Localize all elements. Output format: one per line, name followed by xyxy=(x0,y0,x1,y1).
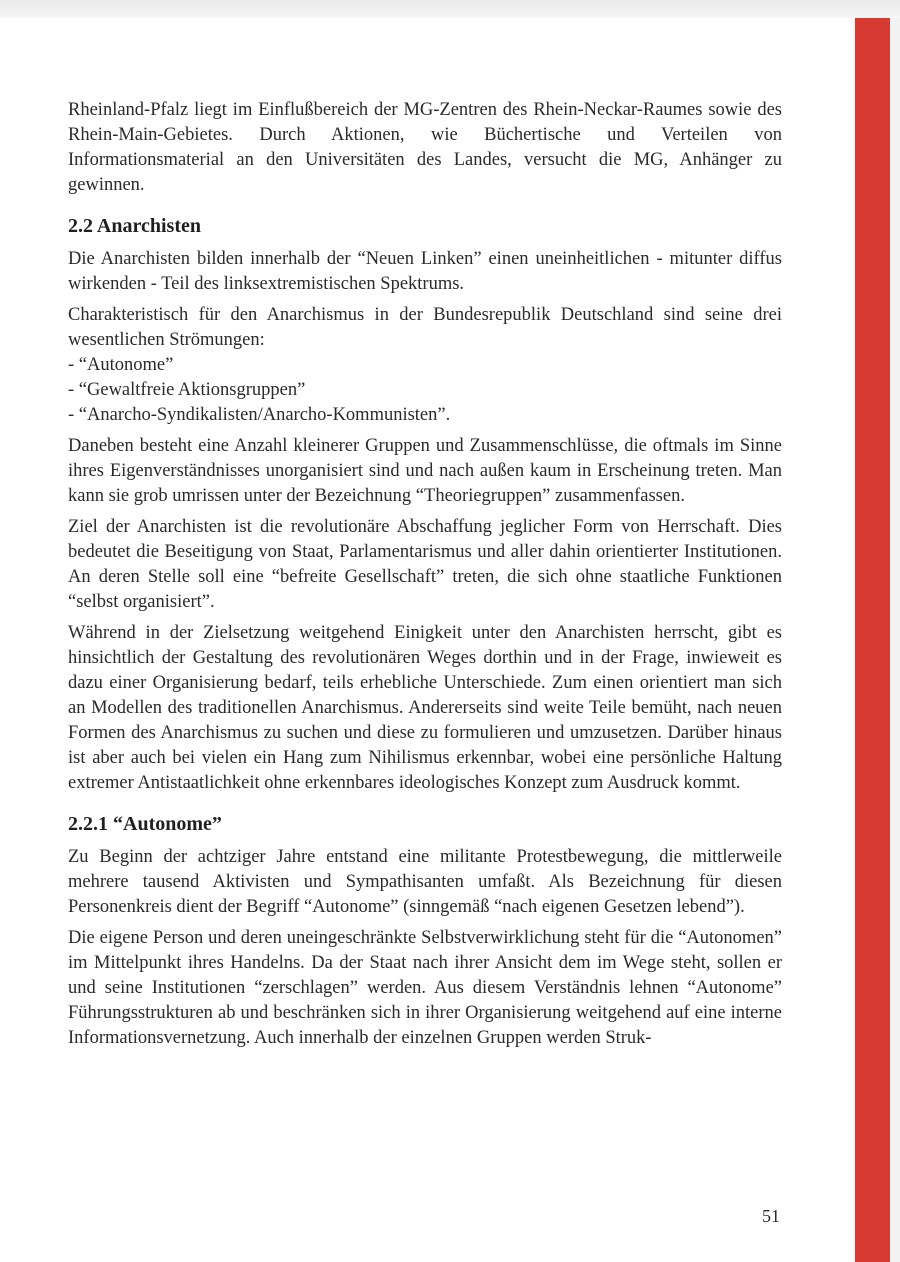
scan-top-band xyxy=(0,0,900,18)
page-edge xyxy=(890,18,900,1262)
paragraph: Ziel der Anarchisten ist die revolutionäre Abschaffung jeglicher Form von Herrschaft. Dies bedeutet die Beseitigung von Staat, Parlamentarismus und aller dahin orientierter Institutionen. An deren Stelle soll eine “befreite Gesellschaft” treten, die sich ohne staatliche Funktionen “selbst organisiert”. xyxy=(68,517,782,612)
list-item: - “Autonome” xyxy=(68,355,174,375)
section-heading-autonome: 2.2.1 “Autonome” xyxy=(68,813,222,835)
currents-list xyxy=(68,353,782,428)
list-item: - “Gewaltfreie Aktionsgruppen” xyxy=(68,380,306,400)
intro-paragraph: Rheinland-Pfalz liegt im Einflußbereich der MG-Zentren des Rhein-Neckar-Raumes sowie des Rhein-Main-Gebietes. Durch Aktionen, wie Büchertische und Verteilen von Informationsmaterial an den Universitäten des Landes, versucht die MG, Anhänger zu gewinnen. xyxy=(68,100,782,195)
paragraph: Die eigene Person und deren uneingeschränkte Selbstverwirklichung steht für die “Autonomen” im Mittelpunkt ihres Handelns. Da der Staat nach ihrer Ansicht dem im Wege steht, sollen er und seine Institutionen “zerschlagen” werden. Aus diesem Verständnis lehnen “Autonome” Führungsstrukturen ab und beschränken sich in ihrer Organisierung weitgehend auf eine interne Informationsvernetzung. Auch innerhalb der einzelnen Gruppen werden Struk- xyxy=(68,928,782,1048)
paragraph: Charakteristisch für den Anarchismus in der Bundesrepublik Deutschland sind seine drei wesentlichen Strömungen: xyxy=(68,305,782,350)
page-number: 51 xyxy=(762,1206,780,1226)
paragraph: Daneben besteht eine Anzahl kleinerer Gruppen und Zusammenschlüsse, die oftmals im Sinne ihres Eigenverständnisses unorganisiert sind und nach außen kaum in Erscheinung treten. Man kann sie grob umrissen unter der Bezeichnung “Theoriegruppen” zusammenfassen. xyxy=(68,436,782,506)
paragraph: Die Anarchisten bilden innerhalb der “Neuen Linken” einen uneinheitlichen - mitunter diffus wirkenden - Teil des linksextremistischen Spektrums. xyxy=(68,249,782,294)
page-content xyxy=(68,98,782,1057)
red-thumb-tab xyxy=(855,18,890,1262)
section-heading-anarchisten: 2.2 Anarchisten xyxy=(68,215,201,237)
list-item: - “Anarcho-Syndikalisten/Anarcho-Kommunisten”. xyxy=(68,405,451,425)
paragraph: Während in der Zielsetzung weitgehend Einigkeit unter den Anarchisten herrscht, gibt es hinsichtlich der Gestaltung des revolutionären Weges dorthin und in der Frage, inwieweit es dazu einer Organisierung bedarf, teils erhebliche Unterschiede. Zum einen orientiert man sich an Modellen des traditionellen Anarchismus. Andererseits sind weite Teile bemüht, nach neuen Formen des Anarchismus zu suchen und diese zu formulieren und umzusetzen. Darüber hinaus ist aber auch bei vielen ein Hang zum Nihilismus erkennbar, wobei eine persönliche Haltung extremer Antistaatlichkeit ohne erkennbares ideologisches Konzept zum Ausdruck kommt. xyxy=(68,623,782,793)
paragraph: Zu Beginn der achtziger Jahre entstand eine militante Protestbewegung, die mittlerweile mehrere tausend Aktivisten und Sympathisanten umfaßt. Als Bezeichnung für diesen Personenkreis dient der Begriff “Autonome” (sinngemäß “nach eigenen Gesetzen lebend”). xyxy=(68,847,782,917)
